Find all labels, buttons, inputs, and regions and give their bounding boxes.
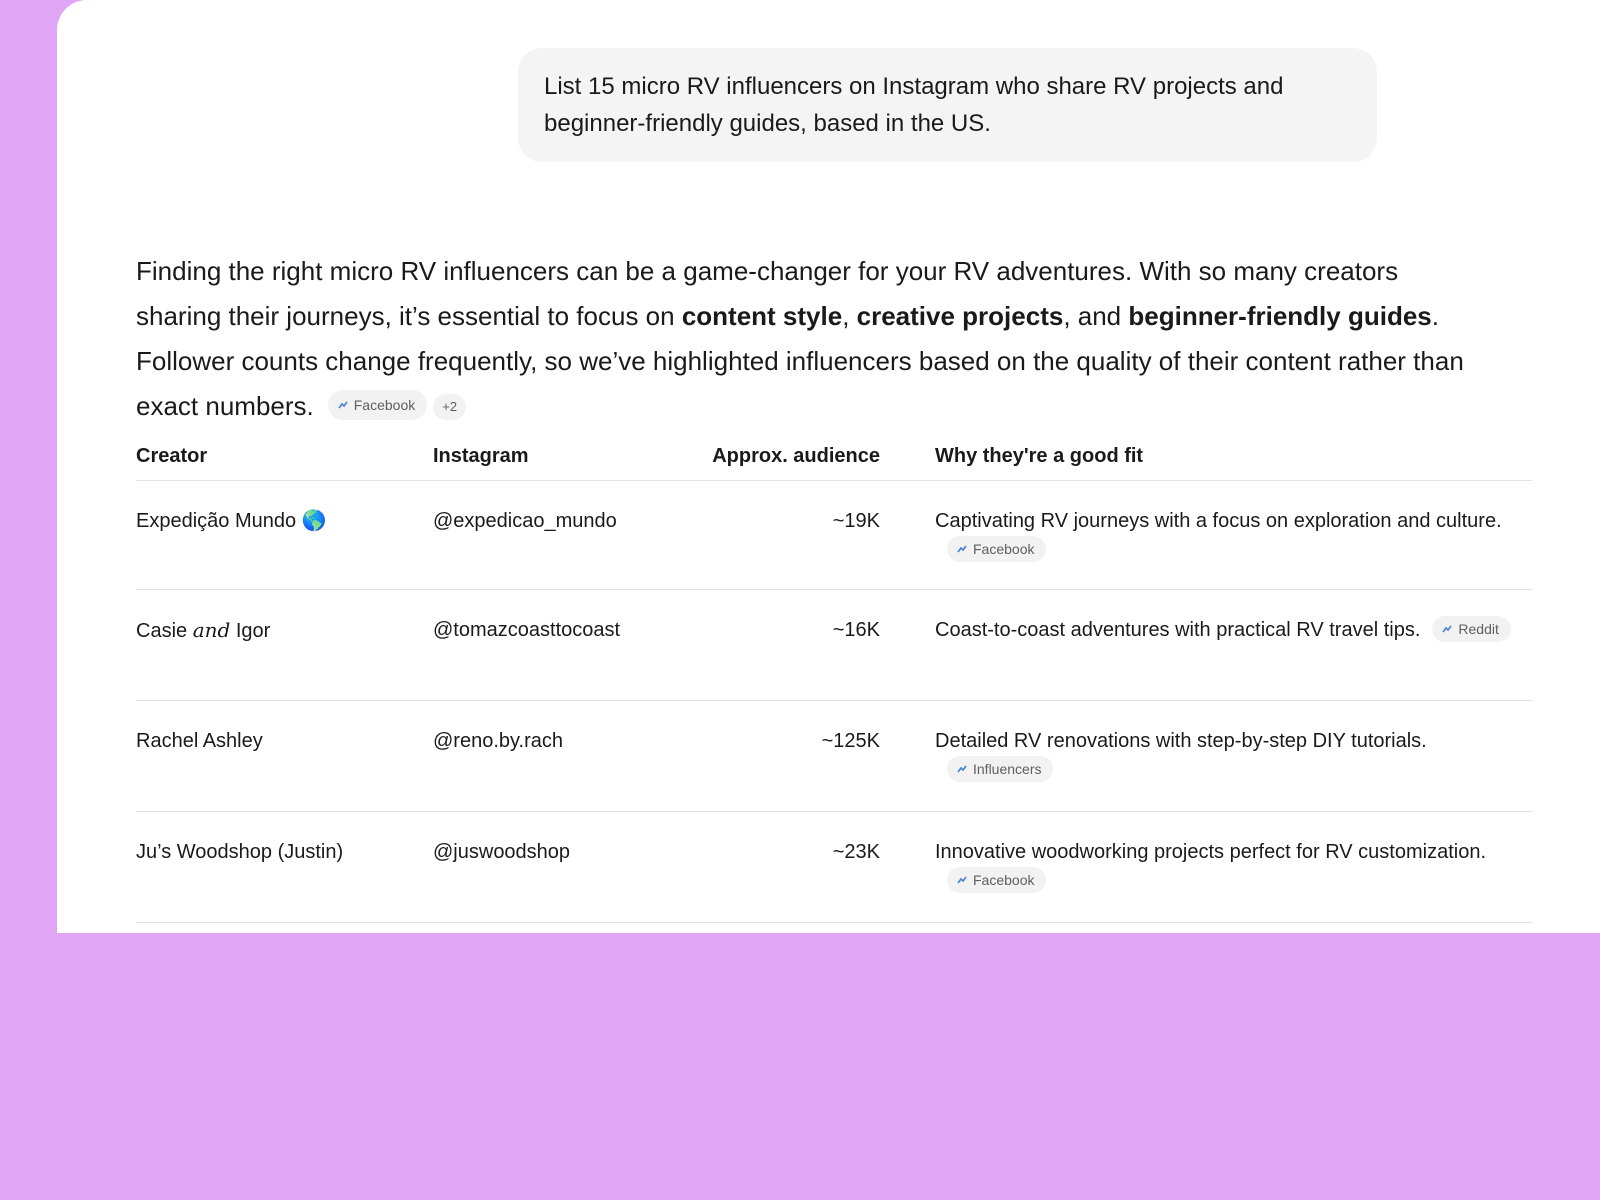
- user-message-text: List 15 micro RV influencers on Instagram who share RV projects and beginner-friendly guides, based in the US.: [544, 73, 1284, 137]
- creator-name-suffix: Igor: [230, 620, 271, 642]
- creator-name: Casie: [136, 620, 193, 642]
- header-creator: Creator: [136, 431, 433, 481]
- creator-name: Ju’s Woodshop (Justin): [136, 841, 344, 863]
- cell-creator: [136, 590, 433, 701]
- cell-why: [935, 481, 1532, 590]
- source-chip[interactable]: [947, 756, 1053, 782]
- cell-instagram: @tomazcoasttocoast: [433, 590, 710, 701]
- source-favicon-icon: [957, 545, 967, 553]
- header-why: Why they're a good fit: [935, 431, 1532, 481]
- source-chip[interactable]: [947, 536, 1046, 562]
- intro-bold-creative-projects: creative projects: [856, 301, 1064, 331]
- cell-creator: [136, 481, 433, 590]
- table-row: [136, 701, 1532, 812]
- header-audience: Approx. audience: [710, 431, 935, 481]
- why-text: Innovative woodworking projects perfect for RV customization.: [935, 841, 1487, 863]
- intro-text-part1: Finding the right micro RV influencers can be a game-changer for your RV adventures. With so many creators sharing their journeys, it’s essential to focus on: [136, 256, 1399, 331]
- source-chip-label: Reddit: [1458, 620, 1499, 637]
- creator-name: Expedição Mundo 🌎: [136, 510, 327, 532]
- intro-sep2: , and: [1063, 301, 1129, 331]
- assistant-intro-paragraph: [136, 249, 1466, 429]
- chat-panel: [57, 0, 1600, 933]
- source-chip-label: Influencers: [973, 760, 1042, 777]
- cell-audience: ~125K: [710, 701, 935, 812]
- intro-bold-beginner-guides: beginner-friendly guides: [1128, 301, 1432, 331]
- intro-text-part2: . Follower counts change frequently, so we’ve highlighted influencers based on the quality of their content rather than exact numbers.: [136, 301, 1464, 421]
- source-chip[interactable]: [1432, 616, 1510, 642]
- source-chip-label: Facebook: [353, 397, 416, 414]
- source-favicon-icon: [1442, 625, 1452, 633]
- user-message-bubble: [518, 48, 1377, 162]
- source-chip[interactable]: [947, 867, 1046, 893]
- source-chip-facebook[interactable]: [328, 390, 427, 420]
- creator-name-cursive: 𝑎𝑛𝑑: [192, 618, 231, 642]
- source-chip-label: Facebook: [973, 871, 1035, 888]
- creator-name: Rachel Ashley: [136, 730, 263, 752]
- source-favicon-icon: [957, 765, 967, 773]
- intro-sep1: ,: [842, 301, 857, 331]
- cell-why: [935, 812, 1532, 923]
- cell-audience: ~16K: [710, 590, 935, 701]
- source-favicon-icon: [957, 876, 967, 884]
- cell-audience: ~23K: [710, 812, 935, 923]
- source-favicon-icon: [338, 401, 348, 409]
- table-row: [136, 590, 1532, 701]
- cell-audience: ~19K: [710, 481, 935, 590]
- why-text: Coast-to-coast adventures with practical RV travel tips.: [935, 619, 1421, 641]
- why-text: Captivating RV journeys with a focus on exploration and culture.: [935, 510, 1502, 532]
- cell-why: [935, 590, 1532, 701]
- table-row: [136, 481, 1532, 590]
- why-text: Detailed RV renovations with step-by-step DIY tutorials.: [935, 730, 1427, 752]
- cell-instagram: @juswoodshop: [433, 812, 710, 923]
- more-sources-chip[interactable]: +2: [433, 394, 466, 420]
- cell-instagram: @expedicao_mundo: [433, 481, 710, 590]
- table-header-row: [136, 431, 1532, 481]
- table-row: [136, 812, 1532, 923]
- influencer-table: [136, 431, 1532, 923]
- source-chip-label: Facebook: [973, 540, 1035, 557]
- header-instagram: Instagram: [433, 431, 710, 481]
- cell-creator: [136, 701, 433, 812]
- cell-creator: [136, 812, 433, 923]
- cell-why: [935, 701, 1532, 812]
- intro-bold-content-style: content style: [681, 301, 843, 331]
- cell-instagram: @reno.by.rach: [433, 701, 710, 812]
